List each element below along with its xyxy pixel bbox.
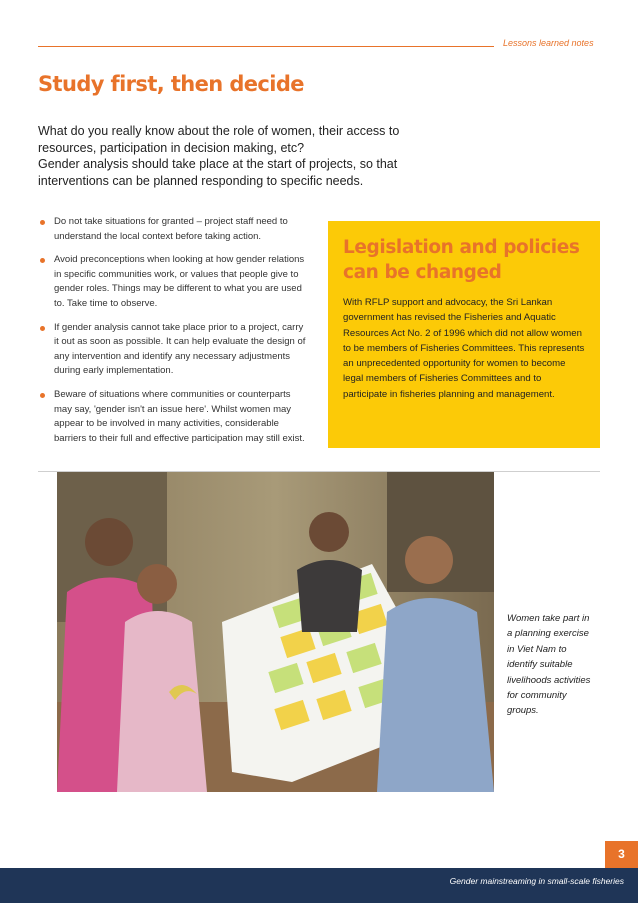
photo-illustration [57,472,494,792]
header-rule [38,46,494,47]
intro-text [38,123,458,189]
bullet-item: Do not take situations for granted – project staff need to understand the local context before taking action. [38,215,310,244]
highlight-box [328,221,600,448]
footer-bar [0,868,638,903]
page-number: 3 [605,841,638,868]
bullet-item: Beware of situations where communities or counterparts may say, 'gender isn't an issue here'. Whilst women may appear to be involved in many activities, considerable barriers to their full and effective participation may still exist. [38,388,310,446]
intro-paragraph-1: What do you really know about the role of women, their access to resources, participation in decision making, etc? [38,124,400,155]
intro-paragraph-2: Gender analysis should take place at the start of projects, so that interventions can be planned responding to specific needs. [38,157,398,188]
page-title: Study first, then decide [38,72,304,96]
bullet-item: Avoid preconceptions when looking at how gender relations in specific communities work, or values that people give to gender roles. Things may be different to what you are used to. Take time to observe. [38,253,310,311]
photo-caption: Women take part in a planning exercise in Viet Nam to identify suitable livelihoods activities for community groups. [507,613,591,717]
highlight-box-text: With RFLP support and advocacy, the Sri Lankan government has revised the Fisheries and Aquatic Resources Act No. 2 of 1996 which did not allow women to be members of Fisheries Committees. This represents an unprecedented opportunity for women to become legal members of Fisheries Committees and to participate in fisheries planning and management. [343,297,585,400]
footer-text: Gender mainstreaming in small-scale fisheries [449,876,624,886]
highlight-box-title: Legislation and policies can be changed [343,237,580,283]
photo-planning-exercise [57,472,494,792]
bullet-list [38,215,310,455]
bullet-item: If gender analysis cannot take place prior to a project, carry it out as soon as possible. It can help evaluate the design of any intervention and identify any necessary adjustments during early implementation. [38,321,310,379]
header-label: Lessons learned notes [503,38,594,48]
